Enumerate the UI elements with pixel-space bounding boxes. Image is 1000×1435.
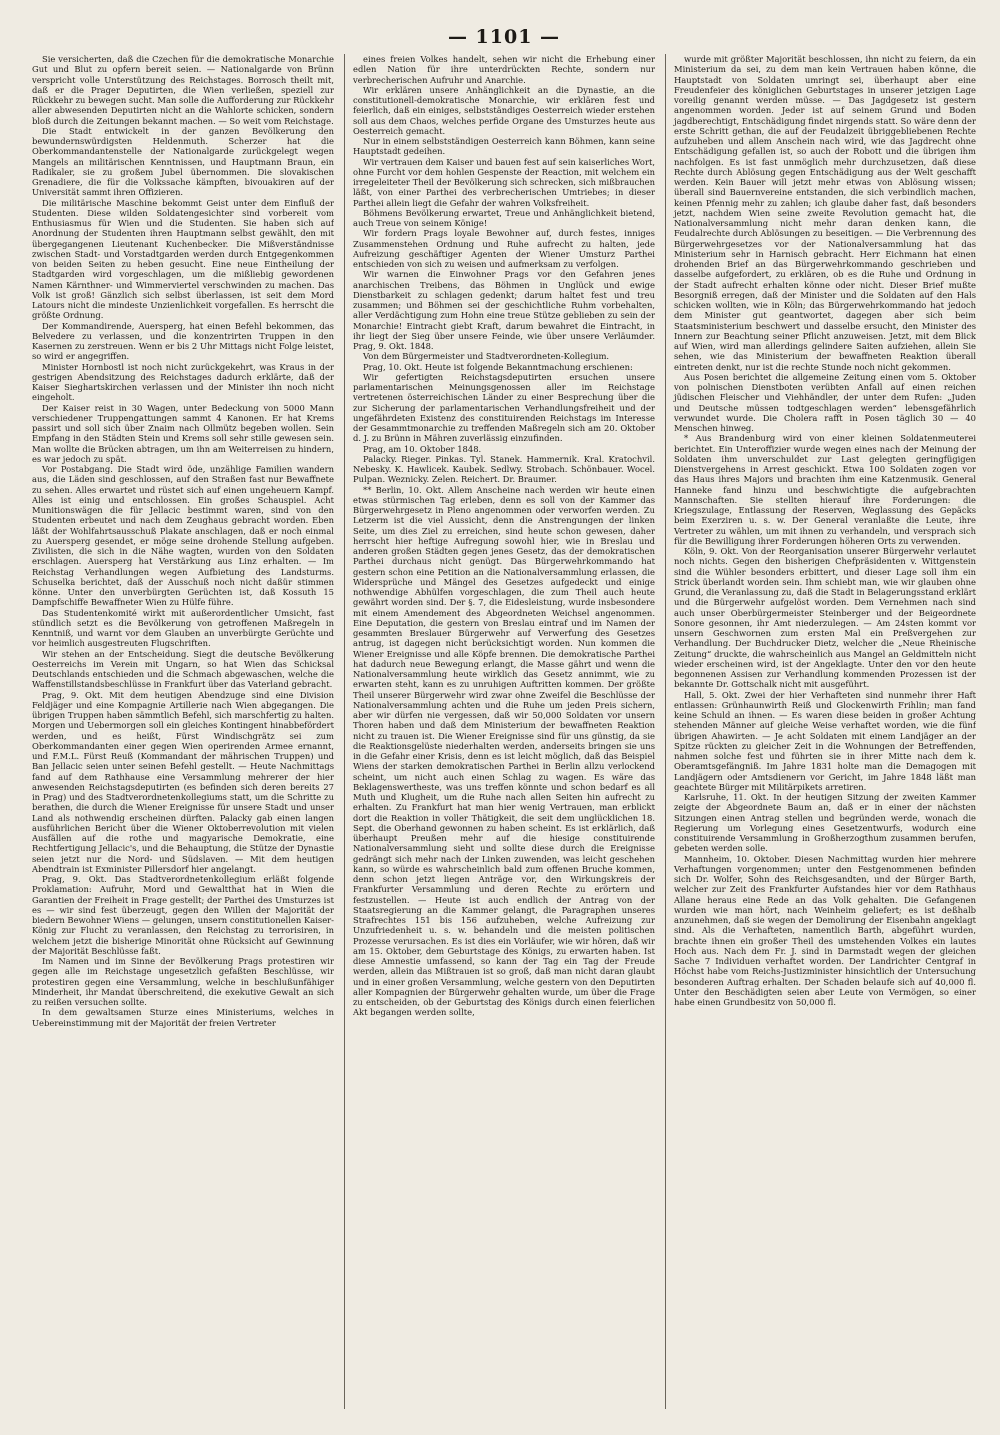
article-paragraph: In dem gewaltsamen Sturze eines Ministeriums, welches in Uebereinstimmung mit der Majorität der freien Vertreter: [32, 1007, 334, 1028]
article-paragraph: Wir gefertigten Reichstagsdeputirten ersuchen unsere parlamentarischen Meinungsgenossen aller im Reichstage vertretenen österreichischen Länder zu einer Besprechung über die zur Sicherung der parlamentarischen Verhandlungsfreiheit und der ungefährdeten Existenz des constituirenden Reichstags im Interesse der Gesammtmonarchie zu treffenden Maßregeln sich am 20. Oktober d. J. zu Brünn in Mähren zuverlässig einzufinden.: [353, 371, 655, 444]
article-paragraph: Sie versicherten, daß die Czechen für die demokratische Monarchie Gut und Blut zu opfern bereit seien. — Nationalgarde von Brünn verspricht volle Unterstützung des Reichstages. Borrosch theilt mit, daß er die Prager Deputirten, die Wien verließen, speziell zur Rückkehr zu bewegen sucht. Man solle die Aufforderung zur Rückkehr aller abwesenden Deputirten nicht an die Wahlorte schicken, sondern bloß durch die Zeitungen bekannt machen. — So weit vom Reichstage.: [32, 54, 334, 126]
article-paragraph: Hall, 5. Okt. Zwei der hier Verhafteten sind nunmehr ihrer Haft entlassen: Grünhaunwirth Reiß und Glockenwirth Frihlin; man fand keine Schuld an ihnen. — Es waren diese beiden in großer Achtung stehenden Männer auf gleiche Weise verhaftet worden, wie die fünf übrigen Ahawirten. — Je acht Soldaten mit einem Landjäger an der Spitze rückten zu gleicher Zeit in die Wohnungen der Betreffenden, nahmen solche fest und führten sie in ihrer Mitte nach dem k. Oberamtsgefängniß. Im Jahre 1831 holte man die Demagogen mit Landjägern oder Amtsdienern vor Gericht, im Jahre 1848 läßt man geachtete Bürger mit Militärpikets arretiren.: [674, 689, 976, 792]
article-paragraph: Nur in einem selbstständigen Oesterreich kann Böhmen, kann seine Hauptstadt gedeihen.: [353, 136, 655, 157]
article-paragraph: * Aus Brandenburg wird von einer kleinen Soldatenmeuterei berichtet. Ein Unteroffizier wurde wegen eines nach der Meinung der Soldaten ihm unverschuldet zur Last gelegten geringfügigen Dienstvergehens in Arrest geschickt. Etwa 100 Soldaten zogen vor das Haus ihres Majors und brachten ihm eine Katzenmusik. General Hanneke fand hinzu und beschwichtigte die aufgebrachten Mannschaften. Sie stellten hierauf ihre Forderungen: die Kriegszulage, Entlassung der Reserven, Weglassung des Gepäcks beim Exerziren u. s. w. Der General veranlaßte die Leute, ihre Vertreter zu wählen, um mit ihnen zu verhandeln, und versprach sich für die Bewilligung ihrer Forderungen höheren Orts zu verwenden.: [674, 433, 976, 546]
article-paragraph: Minister Hornbostl ist noch nicht zurückgekehrt, was Kraus in der gestrigen Abendsitzung des Reichstages dadurch erklärte, daß der Kaiser Sieghartskirchen verlassen und der Minister ihn noch nicht eingeholt.: [32, 361, 334, 403]
article-paragraph: Wir warnen die Einwohner Prags vor den Gefahren jenes anarchischen Treibens, das Böhmen in Unglück und ewige Dienstbarkeit zu schlagen gedenkt; darum haltet fest und treu zusammen; und Böhmen sei der geschichtliche Ruhm vorbehalten, aller Verdächtigung zum Hohn eine treue Stütze geblieben zu sein der Monarchie! Eintracht giebt Kraft, darum bewahret die Eintracht, in ihr liegt der Sieg über unsere Feinde, wie über unsere Verläumder. Prag, 9. Okt. 1848.: [353, 269, 655, 351]
article-paragraph: Palacky. Rieger. Pinkas. Tyl. Stanek. Hammernik. Kral. Kratochvil. Nebesky. K. Hawlicek. Kaubek. Sedlwy. Strobach. Schönbauer. Wocel. Pulpan. Weznicky. Zelen. Reichert. Dr. Braumer.: [353, 453, 655, 485]
article-paragraph: Von dem Bürgermeister und Stadtverordneten-Kollegium.: [363, 351, 610, 362]
page-number: — 1101 —: [447, 26, 561, 48]
article-paragraph: Vor Postabgang. Die Stadt wird öde, unzählige Familien wandern aus, die Läden sind geschlossen, auf den Straßen fast nur Bewaffnete zu sehen. Alles erwartet und rüstet sich auf einen ungeheuern Kampf. Alles ist einig und entschlossen. Ein großes Schauspiel. Acht Munitionswägen die für Jellacic bestimmt waren, sind von den Studenten erbeutet und nach dem Zeughaus gebracht worden. Eben läßt der Wohlfahrtsausschuß Plakate anschlagen, daß er noch einmal zu Auersperg gesendet, er möge seine drohende Stellung aufgeben. Zivilisten, die sich in die Nähe wagten, wurden von den Soldaten erschlagen. Auersperg hat Verstärkung aus Linz erhalten. — Im Reichstag Verhandlungen wegen Aufbietung des Landsturms. Schuselka berichtet, daß der Ausschuß noch nicht daßür stimmen könne. Unter den unverbürgten Gerüchten ist, daß Kossuth 15 Dampfschiffe Bewaffneter Wien zu Hülfe führe.: [32, 464, 334, 608]
article-paragraph: Wir fordern Prags loyale Bewohner auf, durch festes, inniges Zusammenstehen Ordnung und Ruhe aufrecht zu halten, jede Aufreizung geschäftiger Agenten der Wiener Umsturz Parthei entschieden von sich zu weisen und aufmerksam zu verfolgen.: [353, 228, 655, 269]
column-2: [344, 54, 655, 1409]
column-1: [32, 54, 334, 1409]
text-columns: [32, 54, 976, 1409]
article-paragraph: Karlsruhe, 11. Okt. In der heutigen Sitzung der zweiten Kammer zeigte der Abgeordnete Baum an, daß er in einer der nächsten Sitzungen einen Antrag stellen und begründen werde, wonach die Regierung um Vorlegung eines Gesetzentwurfs, wodurch eine constituirende Versammlung in Großherzogthum zusammen berufen, gebeten werden solle.: [674, 792, 976, 854]
article-paragraph: Mannheim, 10. Oktober. Diesen Nachmittag wurden hier mehrere Verhaftungen vorgenommen; unter den Festgenommenen befinden sich Dr. Wolfer, Sohn des Reichsgesandten, und der Bürger Barth, welcher zur Zeit des Frankfurter Aufstandes hier vor dem Rathhaus Allane heraus eine Rede an das Volk gehalten. Die Gefangenen wurden wie man hört, nach Weinheim geliefert; es ist deßhalb anzunehmen, daß sie wegen der Demolirung der Eisenbahn angeklagt sind. Als die Verhafteten, namentlich Barth, abgeführt wurden, brachte ihnen ein großer Theil des umstehenden Volkes ein lautes Hoch aus. Nach dem Fr. J. sind in Darmstadt wegen der gleichen Sache 7 Individuen verhaftet worden. Der Landrichter Centgraf in Höchst habe vom Reichs-Justizminister hinsichtlich der Untersuchung besonderen Auftrag erhalten. Der Schaden belaufe sich auf 40,000 fl. Unter den Beschädigten seien aber Leute von Vermögen, so einer habe einen Grundbesitz von 50,000 fl.: [674, 853, 976, 1007]
article-paragraph: Prag, 9. Okt. Das Stadtverordnetenkollegium erläßt folgende Proklamation: Aufruhr, Mord und Gewaltthat hat in Wien die Garantien der Freiheit in Frage gestellt; der Parthei des Umsturzes ist es — wir sind fest überzeugt, gegen den Willen der Majorität der biedern Bewohner Wiens — gelungen, unsern constitutionellen Kaiser-König zur Flucht zu veranlassen, den Reichstag zu terrorisiren, in welchem jetzt die bisherige Minorität ohne Rücksicht auf Gewinnung der Majorität Beschlüsse faßt.: [32, 874, 334, 956]
article-paragraph: Wir vertrauen dem Kaiser und bauen fest auf sein kaiserliches Wort, ohne Furcht vor dem hohlen Gespenste der Reaction, mit welchem ein irregeleiteter Theil der Bevölkerung sich schrecken, sich mißbrauchen läßt, von einer Parthei des verbrecherischen Umtriebes; in dieser Parthei allein liegt die Gefahr der wahren Volksfreiheit.: [353, 156, 655, 208]
article-paragraph: Prag, 10. Okt. Heute ist folgende Bekanntmachung erschienen:: [363, 361, 633, 372]
article-paragraph: Der Kommandirende, Auersperg, hat einen Befehl bekommen, das Belvedere zu verlassen, und die konzentrirten Truppen in den Kasernen zu zerstreuen. Wenn er bis 2 Uhr Mittags nicht Folge leistet, so wird er angegriffen.: [32, 320, 334, 362]
article-paragraph: Aus Posen berichtet die allgemeine Zeitung einen vom 5. Oktober von polnischen Dienstboten verübten Anfall auf einen reichen jüdischen Fleischer und Viehhändler, der unter dem Rufen: „Juden und Deutsche müssen todtgeschlagen werden“ lebensgefährlich verwundet wurde. Die Cholera rafft in Posen täglich 30 — 40 Menschen hinweg.: [674, 371, 976, 433]
article-paragraph: Wir stehen an der Entscheidung. Siegt die deutsche Bevölkerung Oesterreichs im Verein mit Ungarn, so hat Wien das Schicksal Deutschlands entschieden und die Schmach abgewaschen, welche die Waffenstillstandsbeschlüsse in Frankfurt über das Vaterland gebracht.: [32, 648, 334, 690]
article-paragraph: Köln, 9. Okt. Von der Reorganisation unserer Bürgerwehr verlautet noch nichts. Gegen den bisherigen Chefpräsidenten v. Wittgenstein sind die Wühler besonders erbittert, und dieser Lage soll ihm ein Strick überlandt worden sein. Ihm schiebt man, wie wir glauben ohne Grund, die Veranlassung zu, daß die Stadt in Belagerungsstand erklärt und die Bürgerwehr aufgelöst worden. Dem Vernehmen nach sind auch unser Oberbürgermeister Steinberger und der Beigeordnete Sonore gesonnen, ihr Amt niederzulegen. — Am 24sten kommt vor unsern Geschwornen zum ersten Mal ein Preßvergehen zur Verhandlung. Der Buchdrucker Dietz, welcher die „Neue Rheinische Zeitung“ druckte, die wahrscheinlich aus Mangel an Geldmitteln nicht wieder erscheinen wird, ist der Angeklagte. Unter den vor den heute begonnenen Assisen zur Verhandlung kommenden Prozessen ist der bekannte Dr. Gottschalk nicht mit ausgeführt.: [674, 546, 976, 690]
article-paragraph: wurde mit größter Majorität beschlossen, ihn nicht zu feiern, da ein Ministerium da sei, zu dem man kein Vertrauen haben könne, die Hauptstadt von Soldaten umringt sei, überhaupt aber eine Freudenfeier des königlichen Geburtstages in unserer jetzigen Lage voreilig genannt werden müsse. — Das Jagdgesetz ist gestern angenommen worden. Jeder ist auf seinem Grund und Boden jagdberechtigt, Entschädigung findet nirgends statt. So wäre denn der erste Schritt gethan, die auf der Feudalzeit übriggebliebenen Rechte aufzuheben und allem Anschein nach wird, wie das Jagdrecht ohne Entschädigung gefallen ist, so auch der Robott und die übrigen ihm nachfolgen. Es ist fast unmöglich mehr durchzusetzen, daß diese Rechte durch Ablösung gegen Entschädigung aus der Welt geschafft werden. Kein Bauer will jetzt mehr etwas von Ablösung wissen; überall sind Bauernvereine entstanden, die sich verbindlich machen, keinen Pfennig mehr zu zahlen; ich glaube daher fast, daß besonders jetzt, nachdem Wien seine zweite Revolution gemacht hat, die Nationalversammlung nicht mehr daran denken kann, die Feudalrechte durch Ablösungen zu beseitigen. — Die Verbrennung des Bürgerwehrgesetzes vor der Nationalversammlung hat das Ministerium sehr in Harnisch gebracht. Herr Eichmann hat einen drohenden Brief an das Bürgerwehrkommando geschrieben und dasselbe aufgefordert, zu erklären, ob es die Ruhe und Ordnung in der Stadt aufrecht erhalten könne oder nicht. Dieser Brief mußte Besorgniß erregen, daß der Minister und die Soldaten auf den Hals schicken wollten, wie in Köln; das Bürgerwehrkommando hat jedoch dem Minister gut geantwortet, dagegen aber sich beim Staatsministerium beschwert und dasselbe ersucht, den Minister des Innern zur Beachtung seiner Pflicht anzuweisen. Jetzt, mit dem Blick auf Wien, wird man allerdings gelindere Saiten aufziehen, allein Sie sehen, wie das Ministerium der bewaffneten Reaktion überall eintreten denkt, nur ist die rechte Stunde noch nicht gekommen.: [674, 54, 976, 372]
article-paragraph: ** Berlin, 10. Okt. Allem Anscheine nach werden wir heute einen etwas stürmischen Tag erleben, denn es soll von der Kammer das Bürgerwehrgesetz in Pleno angenommen oder verworfen werden. Zu Letzerm ist die viel Aussicht, denn die Anstrengungen der linken Seite, um dies Ziel zu erreichen, sind heute schon gewesen, daher herrscht hier heftige Aufregung sowohl hier, wie in Breslau und anderen großen Städten gegen jenes Gesetz, das der demokratischen Parthei durchaus nicht genügt. Das Bürgerwehrkommando hat gestern schon eine Petition an die Nationalversammlung erlassen, die Widersprüche und Mängel des Gesetzes aufgedeckt und einige nothwendige Abhülfen vorgeschlagen, die zum Theil auch heute gewährt worden sind. Der §. 7, die Eidesleistung, wurde insbesondere mit einem Amendement des Abgeordneten Weichsel angenommen. Eine Deputation, die gestern von Breslau eintraf und im Namen der gesammten Breslauer Bürgerwehr auf Verwerfung des Gesetzes antrug, ist dagegen nicht berücksichtigt worden. Nun kommen die Wiener Ereignisse und alle Köpfe brennen. Die demokratische Parthei hat dadurch neue Bewegung erlangt, die Masse gährt und wenn die Nationalversammlung heute wirklich das Gesetz annimmt, wie zu erwarten steht, kann es zu unruhigen Auftritten kommen. Der größte Theil unserer Bürgerwehr wird zwar ohne Zweifel die Beschlüsse der Nationalversammlung achten und die Ruhe um jeden Preis sichern, aber wir dürfen nie vergessen, daß wir 50,000 Soldaten vor unsern Thoren haben und daß dem Ministerium der bewaffneten Reaktion nicht zu trauen ist. Die Wiener Ereignisse sind für uns günstig, da sie die Reaktionsgelüste niederhalten werden, anderseits bringen sie uns in die Gefahr einer Krisis, denn es ist leicht möglich, daß das Beispiel Wiens der starken demokratischen Parthei in Berlin allzu verlockend scheint, um nicht auch einen Schlag zu wagen. Es wäre das Beklagenswertheste, was uns treffen könnte und schon bedarf es all Muth und Klugheit, um die Ruhe nach allen Seiten hin aufrecht zu erhalten. Zu Frankfurt hat man hier wenig Vertrauen, man erblickt dort die Reaktion in voller Thätigkeit, die seit dem unglücklichen 18. Sept. die Oberhand gewonnen zu haben scheint. Es ist erklärlich, daß überhaupt Preußen mehr auf die hiesige constituirende Nationalversammlung sieht und sollte diese durch die Ereignisse gedrängt sich mehr nach der Linken zuwenden, was leicht geschehen kann, so würde es wahrscheinlich bald zum offenen Bruche kommen, denn schon jetzt liegen Anträge vor, den Wirkungskreis der Frankfurter Versammlung und deren Rechte zu erörtern und festzustellen. — Heute ist auch endlich der Antrag von der Staatsregierung an die Kammer gelangt, die Paragraphen unseres Strafrechtes 151 bis 156 aufzuheben, welche Aufreizung zur Unzufriedenheit u. s. w. behandeln und die meisten politischen Prozesse verursachen. Es ist dies ein Vorläufer, wie wir hören, daß wir am 15. Oktober, dem Geburtstage des Königs, zu erwarten haben. Ist diese Amnestie umfassend, so kann der Tag ein Tag der Freude werden, allein das Mißtrauen ist so groß, daß man nicht daran glaubt und in einer großen Versammlung, welche gestern von den Deputirten aller Kompagnien der Bürgerwehr gehalten wurde, um über die Frage zu entscheiden, ob der Geburtstag des Königs durch einen feierlichen Akt begangen werden sollte,: [353, 484, 655, 1018]
article-paragraph: Im Namen und im Sinne der Bevölkerung Prags protestiren wir gegen alle im Reichstage ungesetzlich gefaßten Beschlüsse, wir protestiren gegen eine Versammlung, welche in beschlußunfähiger Minderheit, ihr Mandat überschreitend, die exekutive Gewalt an sich zu reißen versuchen sollte.: [32, 956, 334, 1007]
article-paragraph: Die militärische Maschine bekommt Geist unter dem Einfluß der Studenten. Diese wilden Soldatengesichter sind vorbereit vom Enthusiasmus für Wien und die Studenten. Sie haben sich auf Anordnung der Studenten ihren Hauptmann selbst gewählt, den mit übergegangenen Lieutenant Kuchenbecker. Die Mißverständnisse zwischen Stadt- und Vorstadtgarden werden durch Entgegenkommen von beiden Seiten zu heben gesucht. Eine neue Eintheilung der Stadtgarden wird vorgeschlagen, um die mißliebig gewordenen Namen Kärnthner- und Wimmerviertel verschwinden zu machen. Das Volk ist groß! Gänzlich sich selbst überlassen, ist seit dem Mord Latours nicht die mindeste Unzienlichkeit vorgefallen. Es herrscht die größte Ordnung.: [32, 197, 334, 321]
column-3: [665, 54, 976, 1409]
article-paragraph: eines freien Volkes handelt, sehen wir nicht die Erhebung einer edlen Nation für ihre unterdrückten Rechte, sondern nur verbrecherischen Aufruhr und Anarchie.: [353, 54, 655, 85]
article-paragraph: Prag, am 10. Oktober 1848.: [363, 443, 482, 454]
article-paragraph: Prag, 9. Okt. Mit dem heutigen Abendzuge sind eine Division Feldjäger und eine Kompagnie Artillerie nach Wien abgegangen. Die übrigen Truppen haben sämmtlich Befehl, sich marschfertig zu halten. Morgen und Uebermorgen soll ein gleiches Kontingent hinabbefördert werden, und es heißt, Fürst Windischgrätz sei zum Oberkommandanten einer gegen Wien operirenden Armee ernannt, und F.M.L. Fürst Reuß (Kommandant der mährischen Truppen) und Ban Jellacic seien unter seinen Befehl gestellt. — Heute Nachmittags fand auf dem Rathhause eine Versammlung mehrerer der hier anwesenden Reichstagsdeputirten (es befinden sich deren bereits 27 in Prag) und des Stadtverordnetenkollegiums statt, um die Schritte zu berathen, die durch die Wiener Ereignisse für unsere Stadt und unser Land als nothwendig erscheinen dürften. Palacky gab einen langen ausführlichen Bericht über die Wiener Oktoberrevolution mit vielen Ausfällen auf die rothe und magyarische Demokratie, eine Rechtfertigung Jellacic's, und die Behauptung, die Stütze der Dynastie seien jetzt nur die Nord- und Südslaven. — Mit dem heutigen Abendtrain ist Exminister Pillersdorf hier angelangt.: [32, 689, 334, 874]
article-paragraph: Das Studentenkomité wirkt mit außerordentlicher Umsicht, fast stündlich setzt es die Bevölkerung von getroffenen Maßregeln in Kenntniß, und warnt vor dem Glauben an unverbürgte Gerüchte und vor heimlich ausgestreuten Flugschriften.: [32, 607, 334, 649]
article-paragraph: Wir erklären unsere Anhänglichkeit an die Dynastie, an die constitutionell-demokratische Monarchie, wir erklären fest und feierlich, daß ein einiges, selbstständiges Oesterreich wieder erstehen soll aus dem Chaos, welches perfide Organe des Umsturzes heute aus Oesterreich gemacht.: [353, 84, 655, 136]
article-paragraph: Böhmens Bevölkerung erwartet, Treue und Anhänglichkeit bietend, auch Treue von seinem Könige!: [353, 207, 655, 228]
article-paragraph: Die Stadt entwickelt in der ganzen Bevölkerung den bewundernswürdigsten Heldenmuth. Scherzer hat die Oberkommandantenstelle der Nationalgarde zurückgelegt wegen Mangels an militärischen Kenntnissen, und Hauptmann Braun, ein Radikaler, sie zu großem Jubel übernommen. Die slovakischen Grenadiere, die für die Volkssache kämpften, bivouakiren auf der Universität sammt ihren Offizieren.: [32, 125, 334, 198]
article-paragraph: Der Kaiser reist in 30 Wagen, unter Bedeckung von 5000 Mann verschiedener Truppengattungen sammt 4 Kanonen. Er hat Krems passirt und soll sich über Znaim nach Ollmütz begeben wollen. Sein Empfang in den Städten Stein und Krems soll sehr stille gewesen sein. Man wollte die Brücken abtragen, um ihn am Weiterreisen zu hindern, es war jedoch zu spät.: [32, 402, 334, 464]
